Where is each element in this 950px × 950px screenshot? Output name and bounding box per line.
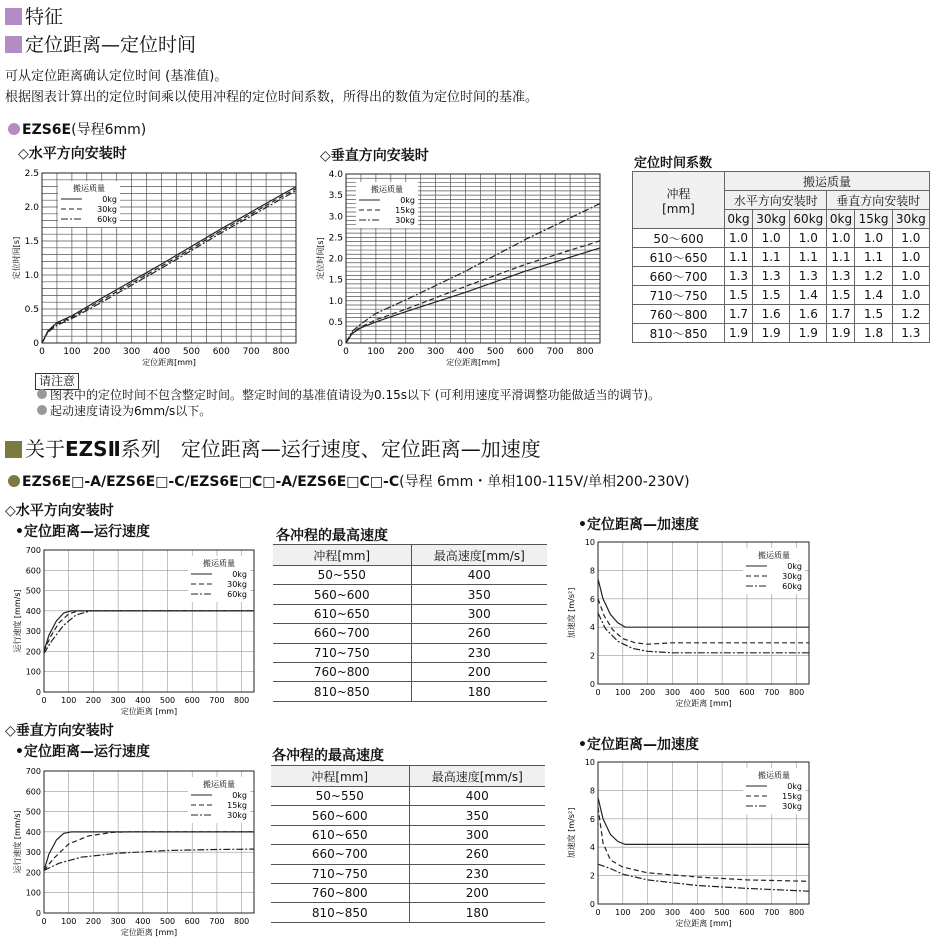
ezs2-models: EZS6E□-A/EZS6E□-C/EZS6E□C□-A/EZS6E□C□-C(导程 6mm・单相100-115V/单相200-230V) [8, 471, 690, 491]
max-speed-speed-cell: 200 [411, 662, 547, 681]
x-tick-label: 0 [39, 347, 45, 357]
table-row [273, 682, 547, 701]
table-row [633, 229, 930, 248]
y-tick-label: 2.0 [328, 254, 343, 265]
coef-value-cell: 1.1 [725, 248, 753, 267]
coef-value-cell: 1.5 [855, 305, 892, 324]
y-axis-label: 运行速度 [mm/s] [13, 810, 22, 874]
coef-value-cell: 1.7 [827, 305, 855, 324]
coef-value-cell: 1.0 [753, 229, 790, 248]
max-speed-stroke-cell: 50~550 [273, 566, 411, 585]
y-tick-label: 2 [589, 871, 595, 881]
x-tick-label: 200 [640, 688, 656, 697]
legend-title: 搬运质量 [203, 559, 235, 568]
coef-value-cell: 1.0 [892, 267, 929, 286]
y-axis-label: 加速度 [m/s²] [567, 807, 576, 859]
x-tick-label: 200 [85, 696, 102, 705]
max-speed-table-1 [273, 544, 547, 702]
gray-dot-icon [37, 405, 47, 415]
coef-mass-v: 0kg [827, 210, 855, 229]
x-tick-label: 600 [739, 908, 755, 917]
y-tick-label: 0 [35, 909, 41, 918]
coef-value-cell: 1.0 [892, 248, 929, 267]
ezs2-heading: 关于EZSⅡ系列 定位距离—运行速度、定位距离—加速度 [5, 437, 541, 461]
olive-dot-icon [8, 475, 20, 487]
speed-title-h: •定位距离—运行速度 [15, 524, 150, 540]
max-speed-speed-cell: 300 [409, 825, 545, 844]
x-tick-label: 200 [93, 347, 111, 357]
coef-value-cell: 1.4 [790, 286, 827, 305]
legend-label: 0kg [232, 570, 247, 579]
note-1: 图表中的定位时间不包含整定时间。整定时间的基准值请设为0.15s以下 (可利用速度平滑调整功能做适当的调节)。 [37, 387, 660, 403]
y-tick-label: 3.0 [328, 212, 343, 223]
x-tick-label: 800 [788, 908, 805, 917]
max-speed-stroke-cell: 760~800 [271, 883, 409, 902]
y-axis-label: 运行速度 [mm/s] [13, 589, 22, 653]
legend-label: 15kg [227, 801, 247, 810]
chart-time-vertical [315, 167, 610, 372]
legend-label: 30kg [227, 811, 247, 820]
x-tick-label: 500 [486, 347, 505, 357]
coef-value-cell: 1.5 [753, 286, 790, 305]
legend-title: 搬运质量 [758, 771, 790, 780]
x-axis-label: 定位距离 [mm] [675, 699, 732, 708]
legend-title: 搬运质量 [203, 780, 235, 789]
max-speed-speed-cell: 230 [411, 643, 547, 662]
coef-value-cell: 1.1 [753, 248, 790, 267]
note-2: 起动速度请设为6mm/s以下。 [37, 403, 211, 419]
coef-value-cell: 1.9 [725, 324, 753, 343]
max-speed-speed-cell: 260 [409, 845, 545, 864]
y-tick-label: 4.0 [328, 170, 343, 180]
table-row [633, 248, 930, 267]
coef-value-cell: 1.1 [855, 248, 892, 267]
x-tick-label: 600 [212, 347, 230, 357]
chart-speed-horizontal [10, 542, 260, 714]
table-row [271, 825, 545, 844]
max-speed-col1: 冲程[mm] [271, 766, 409, 787]
table-row [633, 267, 930, 286]
x-tick-label: 200 [640, 908, 656, 917]
coef-value-cell: 1.4 [855, 286, 892, 305]
x-tick-label: 300 [110, 917, 126, 926]
legend-title: 搬运质量 [73, 184, 105, 193]
y-tick-label: 600 [25, 787, 41, 797]
x-tick-label: 400 [135, 917, 151, 926]
x-tick-label: 200 [85, 917, 102, 926]
coef-value-cell: 1.3 [827, 267, 855, 286]
max-speed-table-2 [271, 765, 545, 923]
table-row [273, 662, 547, 681]
chart-accel-horizontal [568, 534, 813, 706]
max-speed-speed-cell: 350 [409, 806, 545, 825]
table-row [273, 604, 547, 623]
coef-value-cell: 1.0 [892, 286, 929, 305]
max-speed-speed-cell: 400 [411, 566, 547, 585]
y-tick-label: 500 [25, 586, 41, 596]
y-tick-label: 4 [589, 843, 595, 853]
x-tick-label: 400 [456, 347, 475, 357]
y-tick-label: 0 [33, 339, 39, 349]
max-speed-speed-cell: 180 [409, 903, 545, 922]
x-tick-label: 0 [343, 347, 349, 357]
speed-title-v: •定位距离—运行速度 [15, 744, 150, 760]
y-tick-label: 100 [25, 888, 41, 898]
x-tick-label: 300 [110, 696, 126, 705]
x-tick-label: 700 [764, 908, 780, 917]
y-tick-label: 700 [25, 546, 41, 555]
table-row [633, 286, 930, 305]
max-speed-speed-cell: 180 [411, 682, 547, 701]
max-speed-title-1: 各冲程的最高速度 [276, 528, 388, 544]
chart-accel-vertical [568, 754, 813, 926]
max-speed-speed-cell: 300 [411, 604, 547, 623]
legend-label: 30kg [395, 216, 415, 225]
x-tick-label: 500 [159, 917, 176, 926]
y-tick-label: 0 [35, 688, 41, 697]
legend-label: 30kg [97, 205, 117, 214]
table-row [271, 806, 545, 825]
max-speed-stroke-cell: 710~750 [271, 864, 409, 883]
table-row [271, 883, 545, 902]
y-axis-label: 加速度 [m/s²] [567, 587, 576, 639]
coef-value-cell: 1.9 [753, 324, 790, 343]
legend-label: 15kg [782, 792, 802, 801]
y-tick-label: 1.5 [24, 237, 39, 247]
legend-label: 30kg [227, 580, 247, 589]
coef-mass-h: 0kg [725, 210, 753, 229]
y-tick-label: 0 [589, 900, 595, 909]
y-tick-label: 10 [584, 538, 595, 547]
coef-value-cell: 1.0 [855, 229, 892, 248]
x-tick-label: 400 [689, 908, 705, 917]
x-tick-label: 800 [234, 696, 250, 705]
max-speed-col2: 最高速度[mm/s] [411, 545, 547, 566]
legend-label: 15kg [395, 206, 415, 215]
y-tick-label: 500 [25, 807, 41, 817]
ezs2-vertical-title: ◇垂直方向安装时 [5, 723, 114, 739]
coef-mass-h: 60kg [790, 210, 827, 229]
coef-mass-v: 15kg [855, 210, 892, 229]
series-line [346, 248, 600, 343]
max-speed-speed-cell: 230 [409, 864, 545, 883]
x-tick-label: 700 [242, 347, 260, 357]
x-tick-label: 100 [63, 347, 81, 357]
x-tick-label: 200 [397, 347, 415, 357]
chart-speed-vertical [10, 763, 260, 935]
x-tick-label: 0 [595, 908, 601, 917]
y-tick-label: 6 [589, 594, 595, 604]
legend-label: 30kg [782, 802, 802, 811]
ezs2-horizontal-title: ◇水平方向安装时 [5, 503, 114, 519]
coef-value-cell: 1.9 [790, 324, 827, 343]
max-speed-speed-cell: 350 [411, 585, 547, 604]
y-tick-label: 0.5 [24, 305, 39, 315]
x-tick-label: 700 [764, 688, 780, 697]
table-row [271, 845, 545, 864]
max-speed-stroke-cell: 50~550 [271, 787, 409, 806]
y-tick-label: 400 [25, 606, 41, 616]
max-speed-speed-cell: 400 [409, 787, 545, 806]
x-axis-label: 定位距离 [mm] [675, 919, 732, 928]
coef-stroke-cell: 760～800 [633, 305, 725, 324]
y-tick-label: 1.0 [24, 271, 39, 281]
x-tick-label: 300 [664, 908, 681, 917]
x-axis-label: 定位距离[mm] [142, 358, 196, 367]
coef-value-cell: 1.0 [725, 229, 753, 248]
coef-stroke-header [633, 172, 725, 229]
x-tick-label: 0 [41, 917, 47, 926]
table-row [273, 585, 547, 604]
series-line [598, 599, 809, 644]
coef-value-cell: 1.1 [827, 248, 855, 267]
y-tick-label: 6 [589, 814, 595, 824]
x-tick-label: 100 [61, 696, 77, 705]
coef-mass-header: 搬运质量 [725, 172, 930, 191]
y-tick-label: 2.5 [328, 233, 343, 244]
y-axis-label: 定位时间[s] [12, 236, 21, 280]
coef-stroke-cell: 610～650 [633, 248, 725, 267]
table-row [271, 903, 545, 922]
intro-line-2: 根据图表计算出的定位时间乘以使用冲程的定位时间系数，所得出的数值为定位时间的基准。 [5, 90, 539, 105]
x-tick-label: 800 [576, 347, 594, 357]
coef-value-cell: 1.8 [855, 324, 892, 343]
coef-value-cell: 1.3 [790, 267, 827, 286]
coef-stroke-cell: 660～700 [633, 267, 725, 286]
ezs6e-heading: EZS6E(导程6mm) [8, 119, 146, 139]
x-tick-label: 100 [615, 908, 631, 917]
y-tick-label: 600 [25, 566, 41, 576]
accel-title-v: •定位距离—加速度 [578, 737, 699, 753]
max-speed-stroke-cell: 710~750 [273, 643, 411, 662]
coef-value-cell: 1.0 [892, 229, 929, 248]
y-tick-label: 2 [589, 651, 595, 661]
x-tick-label: 600 [739, 688, 755, 697]
max-speed-stroke-cell: 610~650 [273, 604, 411, 623]
max-speed-stroke-cell: 610~650 [271, 825, 409, 844]
x-tick-label: 0 [41, 696, 47, 705]
x-tick-label: 700 [546, 347, 564, 357]
coef-value-cell: 1.1 [790, 248, 827, 267]
series-line [44, 611, 254, 654]
legend-label: 60kg [782, 582, 802, 591]
stroke-unit: [mm] [662, 201, 695, 216]
coef-value-cell: 1.2 [855, 267, 892, 286]
coef-table [632, 171, 930, 343]
max-speed-stroke-cell: 760~800 [273, 662, 411, 681]
table-row [271, 864, 545, 883]
feature-heading: 特征 [5, 5, 63, 29]
coef-value-cell: 1.7 [725, 305, 753, 324]
y-tick-label: 4 [589, 623, 595, 633]
y-tick-label: 8 [589, 786, 595, 796]
legend-label: 0kg [102, 195, 117, 204]
coef-mass-v: 30kg [892, 210, 929, 229]
legend-label: 0kg [787, 782, 802, 791]
max-speed-title-2: 各冲程的最高速度 [272, 748, 384, 764]
y-tick-label: 2.5 [24, 169, 39, 179]
coef-stroke-cell: 810～850 [633, 324, 725, 343]
max-speed-stroke-cell: 810~850 [273, 682, 411, 701]
olive-square-icon [5, 441, 22, 458]
max-speed-col2: 最高速度[mm/s] [409, 766, 545, 787]
legend-label: 0kg [787, 562, 802, 571]
purple-square-icon [5, 36, 22, 53]
x-tick-label: 400 [689, 688, 705, 697]
y-tick-label: 1.5 [328, 275, 343, 286]
x-tick-label: 500 [714, 908, 730, 917]
y-tick-label: 3.5 [328, 191, 343, 202]
max-speed-stroke-cell: 810~850 [271, 903, 409, 922]
x-axis-label: 定位距离[mm] [446, 358, 500, 367]
coef-stroke-cell: 710～750 [633, 286, 725, 305]
legend-label: 30kg [782, 572, 802, 581]
x-tick-label: 800 [788, 688, 805, 697]
table-row [273, 643, 547, 662]
y-tick-label: 1.0 [328, 296, 343, 307]
x-tick-label: 500 [182, 347, 201, 357]
coef-value-cell: 1.0 [790, 229, 827, 248]
purple-square-icon [5, 8, 22, 25]
x-tick-label: 700 [209, 696, 225, 705]
x-tick-label: 100 [367, 347, 385, 357]
y-tick-label: 200 [25, 868, 41, 878]
gray-dot-icon [37, 389, 47, 399]
legend-title: 搬运质量 [371, 185, 403, 194]
x-tick-label: 600 [516, 347, 534, 357]
coef-mass-h: 30kg [753, 210, 790, 229]
table-row [273, 624, 547, 643]
x-tick-label: 100 [615, 688, 631, 697]
series-line [598, 613, 809, 653]
coef-value-cell: 1.2 [892, 305, 929, 324]
y-tick-label: 8 [589, 566, 595, 576]
x-tick-label: 600 [184, 696, 200, 705]
coef-value-cell: 1.3 [892, 324, 929, 343]
series-line [346, 241, 600, 343]
max-speed-stroke-cell: 660~700 [273, 624, 411, 643]
legend-label: 0kg [400, 196, 415, 205]
purple-dot-icon [8, 123, 20, 135]
coef-stroke-cell: 50～600 [633, 229, 725, 248]
accel-title-h: •定位距离—加速度 [578, 517, 699, 533]
coef-v-header: 垂直方向安装时 [827, 191, 930, 210]
y-tick-label: 0 [337, 339, 343, 349]
max-speed-stroke-cell: 660~700 [271, 845, 409, 864]
vertical-title: ◇垂直方向安装时 [320, 148, 429, 164]
table-row [633, 324, 930, 343]
table-row [271, 787, 545, 806]
legend-title: 搬运质量 [758, 551, 790, 560]
y-axis-label: 定位时间[s] [316, 237, 325, 280]
notes-label: 请注意 [35, 373, 79, 390]
intro-line-1: 可从定位距离确认定位时间 (基准值)。 [5, 69, 228, 84]
x-tick-label: 800 [234, 917, 250, 926]
coef-value-cell: 1.6 [790, 305, 827, 324]
y-tick-label: 300 [25, 848, 41, 858]
x-tick-label: 700 [209, 917, 225, 926]
x-tick-label: 500 [159, 696, 176, 705]
y-tick-label: 2.0 [24, 203, 39, 213]
chart-time-horizontal [10, 165, 305, 370]
y-tick-label: 400 [25, 827, 41, 837]
section-heading: 定位距离—定位时间 [5, 33, 196, 57]
x-axis-label: 定位距离 [mm] [120, 707, 178, 716]
max-speed-stroke-cell: 560~600 [273, 585, 411, 604]
y-tick-label: 700 [25, 767, 41, 776]
coef-value-cell: 1.6 [753, 305, 790, 324]
coef-value-cell: 1.3 [725, 267, 753, 286]
x-tick-label: 0 [595, 688, 601, 697]
coef-value-cell: 1.0 [827, 229, 855, 248]
max-speed-col1: 冲程[mm] [273, 545, 411, 566]
x-tick-label: 800 [272, 347, 290, 357]
table-row [633, 305, 930, 324]
max-speed-stroke-cell: 560~600 [271, 806, 409, 825]
x-tick-label: 300 [123, 347, 141, 357]
y-tick-label: 300 [25, 627, 41, 637]
coef-value-cell: 1.9 [827, 324, 855, 343]
coef-h-header: 水平方向安装时 [725, 191, 827, 210]
x-axis-label: 定位距离 [mm] [120, 928, 178, 937]
y-tick-label: 100 [25, 667, 41, 677]
legend-label: 60kg [97, 215, 117, 224]
legend-label: 0kg [232, 791, 247, 800]
x-tick-label: 100 [61, 917, 77, 926]
y-tick-label: 200 [25, 647, 41, 657]
x-tick-label: 500 [714, 688, 730, 697]
x-tick-label: 300 [427, 347, 445, 357]
x-tick-label: 300 [664, 688, 681, 697]
x-tick-label: 400 [135, 696, 151, 705]
max-speed-speed-cell: 260 [411, 624, 547, 643]
coef-value-cell: 1.5 [827, 286, 855, 305]
x-tick-label: 600 [184, 917, 200, 926]
x-tick-label: 400 [152, 347, 171, 357]
stroke-label: 冲程 [666, 186, 691, 201]
horizontal-title: ◇水平方向安装时 [18, 146, 127, 162]
y-tick-label: 10 [584, 758, 595, 767]
legend-label: 60kg [227, 590, 247, 599]
table-row [273, 566, 547, 585]
coef-value-cell: 1.3 [753, 267, 790, 286]
coef-value-cell: 1.5 [725, 286, 753, 305]
coef-table-title: 定位时间系数 [634, 156, 713, 171]
y-tick-label: 0 [589, 680, 595, 689]
y-tick-label: 0.5 [328, 317, 343, 328]
max-speed-speed-cell: 200 [409, 883, 545, 902]
